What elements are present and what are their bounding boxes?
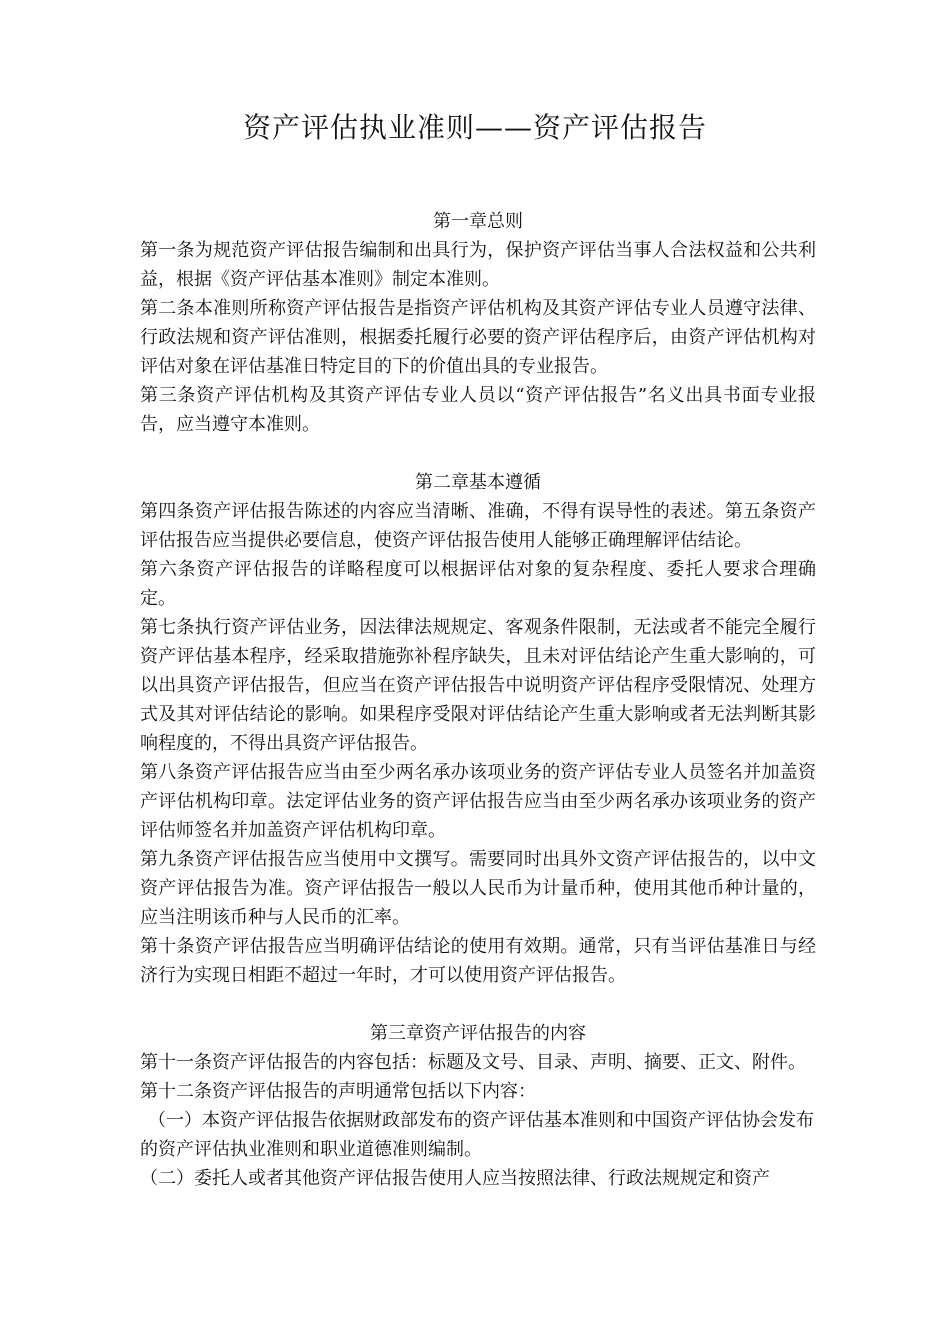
article-1: 第一条为规范资产评估报告编制和出具行为，保护资产评估当事人合法权益和公共利益，根据《资产评估基本准则》制定本准则。: [140, 240, 816, 290]
chapter-heading: 第三章资产评估报告的内容: [370, 1023, 586, 1044]
spacer: [140, 990, 816, 1019]
article-8: 第八条资产评估报告应当由至少两名承办该项业务的资产评估专业人员签名并加盖资产评估机构印章。法定评估业务的资产评估报告应当由至少两名承办该项业务的资产评估师签名并加盖资产评估机构印章。: [140, 762, 816, 841]
chapter-heading: 第二章基本遵循: [415, 472, 541, 493]
article-4-5: 第四条资产评估报告陈述的内容应当清晰、准确，不得有误导性的表述。第五条资产评估报告应当提供必要信息，使资产评估报告使用人能够正确理解评估结论。: [140, 501, 816, 551]
article-2: 第二条本准则所称资产评估报告是指资产评估机构及其资产评估专业人员遵守法律、行政法规和资产评估准则，根据委托履行必要的资产评估程序后，由资产评估机构对评估对象在评估基准日特定目的下的价值出具的专业报告。: [140, 298, 816, 377]
document-body: [140, 207, 816, 1193]
article-7: 第七条执行资产评估业务，因法律法规规定、客观条件限制，无法或者不能完全履行资产评估基本程序，经采取措施弥补程序缺失，且未对评估结论产生重大影响的，可以出具资产评估报告，但应当在资产评估报告中说明资产评估程序受限情况、处理方式及其对评估结论的影响。如果程序受限对评估结论产生重大影响或者无法判断其影响程度的，不得出具资产评估报告。: [140, 617, 816, 754]
spacer: [140, 439, 816, 468]
article-11: 第十一条资产评估报告的内容包括：标题及文号、目录、声明、摘要、正文、附件。: [140, 1052, 806, 1073]
article-10: 第十条资产评估报告应当明确评估结论的使用有效期。通常，只有当评估基准日与经济行为实现日相距不超过一年时，才可以使用资产评估报告。: [140, 936, 816, 986]
article-6: 第六条资产评估报告的详略程度可以根据评估对象的复杂程度、委托人要求合理确定。: [140, 559, 816, 609]
chapter-1: [140, 207, 816, 439]
chapter-heading: 第一章总则: [433, 211, 523, 232]
article-12: 第十二条资产评估报告的声明通常包括以下内容：: [140, 1081, 536, 1102]
chapter-2: [140, 468, 816, 990]
article-9: 第九条资产评估报告应当使用中文撰写。需要同时出具外文资产评估报告的，以中文资产评估报告为准。资产评估报告一般以人民币为计量币种，使用其他币种计量的，应当注明该币种与人民币的汇率。: [140, 849, 816, 928]
list-item: （一）本资产评估报告依据财政部发布的资产评估基本准则和中国资产评估协会发布的资产评估执业准则和职业道德准则编制。: [140, 1110, 814, 1160]
list-item: （二）委托人或者其他资产评估报告使用人应当按照法律、行政法规规定和资产: [140, 1168, 770, 1189]
chapter-3: [140, 1019, 816, 1193]
article-3: 第三条资产评估机构及其资产评估专业人员以“资产评估报告”名义出具书面专业报告，应当遵守本准则。: [140, 385, 816, 435]
document-title: 资产评估执业准则——资产评估报告: [242, 111, 707, 144]
